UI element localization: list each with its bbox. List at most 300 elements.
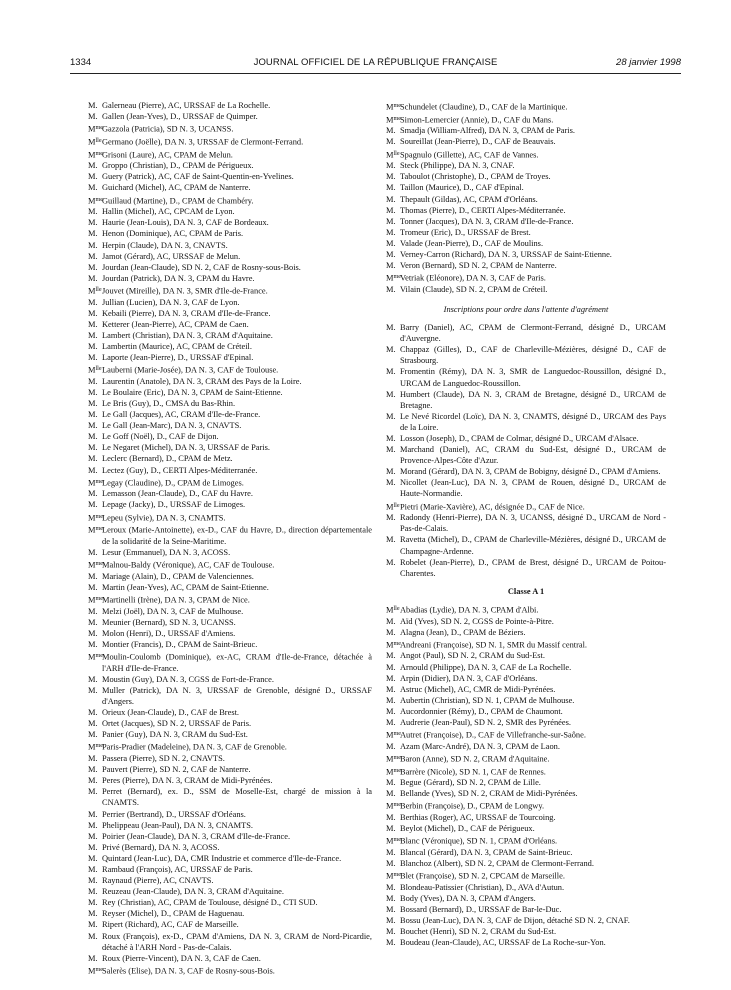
list-item	[88, 111, 372, 122]
entry-text: Ripert (Richard), AC, CAF de Marseille.	[102, 920, 239, 930]
entry-text: Veron (Bernard), SD N. 2, CPAM de Nanterre.	[400, 261, 557, 271]
list-item	[88, 297, 372, 308]
list-item	[88, 511, 372, 524]
list-item	[386, 148, 666, 161]
list-item	[386, 616, 666, 627]
entry-text: Meunier (Bernard), SD N. 3, UCANSS.	[102, 617, 236, 627]
entry-text: Lectez (Guy), D., CERTI Alpes-Méditerranée.	[102, 465, 258, 475]
civility-title: M.	[88, 865, 98, 874]
classe-list	[386, 603, 666, 949]
section-heading-inscriptions: Inscriptions pour ordre dans l'attente d'agrément	[443, 304, 609, 314]
list-item	[88, 273, 372, 284]
list-item	[88, 753, 372, 764]
civility-title: $M^{lle}$	[386, 149, 400, 160]
entry-text: Panier (Guy), DA N. 3, CRAM du Sud-Est.	[102, 730, 248, 740]
list-item	[386, 684, 666, 695]
civility-title: M.	[386, 616, 396, 626]
list-item	[386, 227, 666, 238]
civility-title: $M^{me}$	[88, 512, 104, 523]
entry-text: Arpin (Didier), DA N. 3, CAF d'Orléans.	[400, 673, 538, 683]
entry-text: Gazzola (Patricia), SD N. 3, UCANSS.	[102, 124, 234, 134]
entry-text: Rey (Christian), AC, CPAM de Toulouse, désigné D., CTI SUD.	[102, 898, 318, 908]
list-item	[88, 964, 372, 977]
entry-text: Jourdan (Patrick), DA N. 3, CPAM du Havre.	[102, 273, 255, 283]
civility-title: M.	[386, 741, 396, 751]
list-item	[88, 820, 372, 831]
right-column	[386, 100, 666, 948]
civility-title: $M^{me}$	[88, 124, 104, 134]
list-item	[88, 262, 372, 273]
civility-title: M.	[386, 718, 396, 728]
list-item	[88, 786, 372, 808]
list-item	[88, 547, 372, 558]
entry-text: Lepeu (Sylvie), DA N. 3, CNAMTS.	[102, 513, 226, 523]
list-item	[386, 389, 666, 411]
entry-text: Abadias (Lydie), DA N. 3, CPAM d'Albi.	[400, 605, 539, 615]
entry-text: Thomas (Pierre), D., CERTI Alpes-Méditerranée.	[400, 205, 566, 215]
list-item	[386, 216, 666, 227]
entry-text: Body (Yves), DA N. 3, CPAM d'Angers.	[400, 894, 536, 903]
entry-text: Aubertin (Christian), SD N. 1, CPAM de Mulhouse.	[400, 695, 575, 705]
list-item	[386, 926, 666, 937]
list-item	[386, 858, 666, 869]
civility-title: M.	[386, 445, 396, 455]
entry-text: Losson (Joseph), D., CPAM de Colmar, désigné D., URCAM d'Alsace.	[400, 434, 639, 443]
entry-text: Lauberni (Marie-Josée), DA N. 3, CAF de Toulouse.	[102, 365, 279, 375]
civility-title: M.	[88, 931, 98, 941]
civility-title: M.	[386, 172, 396, 182]
civility-title: $M^{lle}$	[386, 501, 400, 512]
list-item	[386, 741, 666, 752]
entry-text: Bossard (Bernard), D., URSSAF de Bar-le-Duc.	[400, 905, 562, 915]
list-item	[88, 409, 372, 420]
entry-text: Germano (Joëlle), DA N. 3, URSSAF de Clermont-Ferrand.	[102, 137, 304, 147]
entry-text: Lepage (Jacky), D., URSSAF de Limoges.	[102, 500, 246, 510]
list-item	[88, 729, 372, 740]
entry-text: Soureillat (Jean-Pierre), D., CAF de Beauvais.	[400, 137, 556, 147]
list-item	[386, 194, 666, 205]
entry-text: Lemasson (Jean-Claude), D., CAF du Havre.	[102, 489, 253, 499]
entry-text: Groppo (Christian), D., CPAM de Périgueux.	[102, 161, 254, 171]
civility-title: $M^{me}$	[386, 836, 402, 846]
list-item	[386, 904, 666, 915]
entry-text: Pietri (Marie-Xavière), AC, désignée D., CAF de Nice.	[400, 502, 585, 512]
civility-title: M.	[386, 261, 396, 271]
civility-title: M.	[386, 706, 396, 716]
list-item	[88, 284, 372, 297]
list-item	[88, 330, 372, 341]
civility-title: M.	[386, 882, 396, 892]
entry-text: Lesur (Emmanuel), DA N. 3, ACOSS.	[102, 548, 231, 557]
entry-text: Ketterer (Jean-Pierre), AC, CPAM de Caen.	[102, 319, 249, 329]
list-item	[88, 685, 372, 707]
civility-title: M.	[88, 218, 98, 228]
civility-title: $M^{me}$	[88, 560, 104, 570]
entry-text: Muller (Patrick), DA N. 3, URSSAF de Grenoble, désigné D., URSSAF d'Angers.	[102, 685, 372, 706]
entry-text: Arnould (Philippe), DA N. 3, CAF de La Rochelle.	[400, 662, 572, 672]
civility-title: M.	[386, 367, 396, 377]
entry-text: Laurentin (Anatole), DA N. 3, CRAM des Pays de la Loire.	[102, 376, 302, 386]
list-item	[386, 799, 666, 812]
list-item	[88, 122, 372, 135]
entry-text: Azam (Marc-André), DA N. 3, CPAM de Laon.	[400, 741, 560, 751]
list-item	[88, 831, 372, 842]
civility-title: M.	[386, 284, 396, 294]
civility-title: M.	[386, 824, 396, 834]
civility-title: $M^{me}$	[386, 273, 402, 283]
list-item	[386, 366, 666, 388]
list-item	[386, 249, 666, 260]
civility-title: M.	[88, 319, 98, 329]
list-item	[386, 937, 666, 948]
list-item	[88, 160, 372, 171]
page-header	[70, 57, 681, 71]
civility-title: M.	[88, 809, 98, 819]
civility-title: M.	[88, 617, 98, 627]
list-item	[386, 271, 666, 284]
list-item	[386, 171, 666, 182]
civility-title: M.	[386, 662, 396, 672]
left-column	[88, 100, 372, 977]
entry-text: Blanc (Véronique), SD N. 1, CPAM d'Orléans.	[400, 836, 558, 846]
civility-title: M.	[88, 719, 98, 729]
entry-text: Molon (Henri), D., URSSAF d'Amiens.	[102, 628, 236, 638]
civility-title: M.	[88, 229, 98, 239]
civility-title: M.	[88, 112, 98, 122]
civility-title: M.	[386, 813, 396, 823]
list-item	[88, 398, 372, 409]
list-item	[386, 695, 666, 706]
entry-text: Legay (Claudine), D., CPAM de Limoges.	[102, 478, 244, 488]
list-item	[386, 182, 666, 193]
civility-title: M.	[386, 513, 396, 523]
list-item	[88, 740, 372, 753]
civility-title: M.	[88, 876, 98, 886]
list-item	[386, 882, 666, 893]
list-item	[386, 662, 666, 673]
list-item	[88, 842, 372, 853]
list-item	[88, 100, 372, 111]
civility-title: $M^{me}$	[386, 730, 402, 740]
civility-title: M.	[88, 571, 98, 581]
civility-title: $M^{me}$	[386, 753, 402, 764]
list-item	[386, 627, 666, 638]
civility-title: $M^{me}$	[88, 594, 104, 605]
entry-text: Roux (Pierre-Vincent), DA N. 3, CAF de Caen.	[102, 953, 261, 963]
entry-text: Herpin (Claude), DA N. 3, CNAVTS.	[102, 240, 228, 250]
entry-text: Reuzeau (Jean-Claude), DA N. 3, CRAM d'Aquitaine.	[102, 887, 284, 897]
list-item	[386, 869, 666, 882]
list-item	[88, 897, 372, 908]
entry-text: Berthias (Roger), AC, URSSAF de Tourcoing.	[400, 813, 556, 823]
entry-text: Simon-Lemercier (Annie), D., CAF du Mans.	[400, 115, 554, 125]
civility-title: M.	[386, 216, 396, 226]
entry-text: Haurie (Jean-Louis), DA N. 3, CAF de Bordeaux.	[102, 218, 269, 228]
list-item	[88, 707, 372, 718]
list-item	[88, 476, 372, 489]
list-item	[88, 217, 372, 228]
list-item	[386, 125, 666, 136]
list-item	[88, 628, 372, 639]
list-item	[88, 488, 372, 499]
civility-title: M.	[88, 898, 98, 908]
entry-text: Poirier (Jean-Claude), DA N. 3, CRAM d'Ile-de-France.	[102, 831, 291, 841]
entry-text: Spagnulo (Gillette), AC, CAF de Vannes.	[400, 150, 539, 160]
entry-text: Bossu (Jean-Luc), DA N. 3, CAF de Dijon, détaché SD N. 2, CNAF.	[400, 916, 630, 926]
issue-date: 28 janvier 1998	[616, 57, 681, 68]
civility-title: M.	[88, 240, 98, 250]
entry-text: Smadja (William-Alfred), DA N. 3, CPAM de Paris.	[400, 126, 575, 136]
list-item	[88, 853, 372, 864]
entry-text: Leroux (Marie-Antoinette), ex-D., CAF du Havre, D., direction départementale de la solidarité de la Seine-Maritime.	[102, 525, 372, 546]
list-item	[386, 893, 666, 904]
entry-text: Guillaud (Martine), D., CPAM de Chambéry.	[102, 196, 254, 206]
civility-title: M.	[88, 330, 98, 340]
entry-text: Perret (Bernard), ex. D., SSM de Moselle-Est, chargé de mission à la CNAMTS.	[102, 787, 372, 808]
civility-title: M.	[386, 205, 396, 215]
list-item	[386, 823, 666, 834]
entry-text: Orieux (Jean-Claude), D., CAF de Brest.	[102, 708, 239, 718]
entry-text: Guery (Patrick), AC, CAF de Saint-Quentin-en-Yvelines.	[102, 172, 294, 182]
civility-title: $M^{lle}$	[88, 285, 102, 296]
entry-text: Aucordonnier (Rémy), D., CPAM de Chaumont.	[400, 706, 563, 716]
list-item	[386, 322, 666, 344]
civility-title: M.	[386, 238, 396, 248]
entry-text: Begue (Gérard), SD N. 2, CPAM de Lille.	[400, 778, 541, 788]
civility-title: M.	[88, 341, 98, 351]
civility-title: $M^{me}$	[88, 742, 104, 752]
list-item	[88, 908, 372, 919]
civility-title: $M^{me}$	[386, 871, 402, 881]
civility-title: M.	[88, 909, 98, 919]
entry-text: Tromeur (Eric), D., URSSAF de Brest.	[400, 227, 531, 237]
entry-text: Marchand (Daniel), AC, CRAM du Sud-Est, désigné D., URCAM de Provence-Alpes-Côte d'Azur.	[400, 445, 666, 466]
entry-text: Roux (François), ex-D., CPAM d'Amiens, DA N. 3, CRAM de Nord-Picardie, détaché à l'ARH Nord - Pas-de-Calais.	[102, 931, 372, 952]
list-item	[88, 171, 372, 182]
section-heading-classe: Classe A 1	[507, 586, 545, 596]
entry-text: Salerès (Elise), DA N. 3, CAF de Rosny-sous-Bois.	[102, 966, 275, 976]
entry-text: Montier (Francis), D., CPAM de Saint-Brieuc.	[102, 639, 258, 649]
list-item	[88, 420, 372, 431]
list-item	[386, 344, 666, 366]
civility-title: $M^{me}$	[386, 114, 402, 125]
list-item	[88, 606, 372, 617]
list-item	[386, 765, 666, 778]
entry-text: Melzi (Joël), DA N. 3, CAF de Mulhouse.	[102, 606, 244, 616]
civility-title: M.	[386, 126, 396, 136]
civility-title: M.	[88, 161, 98, 171]
entry-text: Alagna (Jean), D., CPAM de Béziers.	[400, 627, 526, 637]
civility-title: $M^{me}$	[88, 525, 104, 535]
list-item	[386, 834, 666, 847]
civility-title: M.	[88, 454, 98, 464]
list-item	[88, 182, 372, 193]
civility-title: M.	[88, 820, 98, 830]
list-item	[386, 433, 666, 444]
entry-text: Morand (Gérard), DA N. 3, CPAM de Bobigny, désigné D., CPAM d'Amiens.	[400, 467, 661, 477]
civility-title: M.	[88, 787, 98, 797]
list-item	[386, 136, 666, 147]
entry-text: Bouchet (Henri), SD N. 2, CRAM du Sud-Est.	[400, 927, 557, 937]
entry-text: Blanchoz (Albert), SD N. 2, CPAM de Clermont-Ferrand.	[400, 859, 594, 869]
list-item	[386, 788, 666, 799]
list-item	[386, 100, 666, 113]
civility-title: M.	[88, 606, 98, 616]
entry-text: Martin (Jean-Yves), AC, CPAM de Saint-Etienne.	[102, 582, 269, 592]
list-item	[88, 251, 372, 262]
list-item	[88, 206, 372, 217]
civility-title: M.	[386, 627, 396, 637]
civility-title: M.	[386, 467, 396, 477]
list-item	[386, 500, 666, 513]
entry-text: Boudeau (Jean-Claude), AC, URSSAF de La Roche-sur-Yon.	[400, 938, 606, 948]
list-item	[88, 341, 372, 352]
list-item	[386, 706, 666, 717]
list-item	[88, 674, 372, 685]
civility-title: M.	[88, 754, 98, 764]
list-item	[386, 638, 666, 651]
entry-text: Pauvert (Pierre), SD N. 2, CAF de Nanterre.	[102, 765, 251, 775]
entry-text: Angot (Paul), SD N. 2, CRAM du Sud-Est.	[400, 651, 545, 661]
civility-title: M.	[88, 183, 98, 193]
civility-title: M.	[386, 789, 396, 799]
entry-text: Steck (Philippe), DA N. 3, CNAF.	[400, 161, 515, 171]
right-column-list	[386, 100, 666, 295]
list-item	[386, 673, 666, 684]
civility-title: $M^{me}$	[88, 477, 104, 488]
entry-text: Barrère (Nicole), SD N. 1, CAF de Rennes.	[400, 767, 546, 777]
entry-text: Ravetta (Michel), D., CPAM de Charleville-Mézières, désigné D., URCAM de Champagne-Ardenne.	[400, 535, 666, 556]
civility-title: M.	[386, 673, 396, 683]
entry-text: Moulin-Coulomb (Dominique), ex-AC, CRAM d'Ile-de-France, détachée à l'ARH d'Ile-de-France.	[102, 652, 372, 673]
entry-text: Taboulot (Christophe), D., CPAM de Troyes.	[400, 172, 551, 182]
civility-title: $M^{me}$	[88, 149, 104, 160]
list-item	[88, 650, 372, 674]
civility-title: M.	[88, 421, 98, 431]
entry-text: Jamot (Gérard), AC, URSSAF de Melun.	[102, 251, 241, 261]
entry-text: Hallin (Michel), AC, CPCAM de Lyon.	[102, 207, 235, 217]
entry-text: Aïd (Yves), SD N. 2, CGSS de Pointe-à-Pitre.	[400, 616, 554, 626]
list-item	[88, 809, 372, 820]
civility-title: M.	[386, 848, 396, 858]
entry-text: Mariage (Alain), D., CPAM de Valenciennes.	[102, 571, 254, 581]
list-item	[386, 260, 666, 271]
civility-title: M.	[386, 161, 396, 171]
entry-text: Jullian (Lucien), DA N. 3, CAF de Lyon.	[102, 297, 240, 307]
list-item	[88, 775, 372, 786]
civility-title: $M^{me}$	[386, 102, 402, 112]
entry-text: Martinelli (Irène), DA N. 3, CPAM de Nice.	[102, 595, 250, 605]
entry-text: Nicollet (Jean-Luc), DA N. 3, CPAM de Rouen, désigné D., URCAM de Haute-Normandie.	[400, 478, 666, 499]
entry-text: Jouvet (Mireille), DA N. 3, SMR d'Ile-de-France.	[102, 286, 268, 296]
list-item	[386, 847, 666, 858]
civility-title: $M^{me}$	[88, 965, 104, 976]
header-rule	[70, 73, 681, 74]
civility-title: M.	[88, 685, 98, 695]
civility-title: M.	[88, 853, 98, 863]
civility-title: M.	[386, 557, 396, 567]
journal-title: JOURNAL OFFICIEL DE LA RÉPUBLIQUE FRANÇAISE	[253, 57, 498, 68]
list-item	[88, 135, 372, 148]
entry-text: Vetriak (Eléonore), DA N. 3, CAF de Paris.	[400, 273, 546, 283]
entry-text: Humbert (Claude), DA N. 3, CRAM de Bretagne, désigné D., URCAM de Bretagne.	[400, 389, 666, 410]
civility-title: M.	[386, 778, 396, 788]
entry-text: Guichard (Michel), AC, CPAM de Nanterre.	[102, 183, 251, 193]
civility-title: $M^{me}$	[88, 652, 104, 662]
list-item	[386, 717, 666, 728]
civility-title: M.	[386, 478, 396, 488]
list-item	[386, 466, 666, 477]
entry-text: Blet (Françoise), SD N. 2, CPCAM de Marseille.	[400, 871, 565, 881]
entry-text: Autret (Françoise), D., CAF de Villefranche-sur-Saône.	[400, 730, 586, 740]
list-item	[88, 875, 372, 886]
entry-text: Le Nevé Ricordel (Loïc), DA N. 3, CNAMTS, désigné D., URCAM des Pays de la Loire.	[400, 411, 666, 432]
list-item	[88, 523, 372, 547]
entry-text: Thepault (Gildas), AC, CPAM d'Orléans.	[400, 194, 538, 204]
entry-text: Verney-Carron (Richard), DA N. 3, URSSAF de Saint-Etienne.	[400, 250, 612, 259]
civility-title: M.	[88, 920, 98, 930]
entry-text: Raynaud (Pierre), AC, CNAVTS.	[102, 876, 214, 886]
entry-text: Le Gall (Jacques), AC, CRAM d'Ile-de-France.	[102, 410, 261, 420]
list-item	[386, 205, 666, 216]
page-number: 1334	[70, 57, 92, 68]
entry-text: Laporte (Jean-Pierre), D., URSSAF d'Epinal.	[102, 353, 254, 363]
list-item	[88, 864, 372, 875]
civility-title: M.	[88, 353, 98, 363]
entry-text: Jourdan (Jean-Claude), SD N. 2, CAF de Rosny-sous-Bois.	[102, 262, 301, 272]
entry-text: Taillon (Maurice), D., CAF d'Epinal.	[400, 183, 524, 193]
civility-title: M.	[386, 183, 396, 193]
entry-text: Leclerc (Bernard), D., CPAM de Metz.	[102, 454, 233, 464]
entry-text: Le Goff (Noël), D., CAF de Dijon.	[102, 432, 219, 442]
entry-text: Galerneau (Pierre), AC, URSSAF de La Rochelle.	[102, 101, 271, 110]
civility-title: M.	[88, 776, 98, 786]
entry-text: Valade (Jean-Pierre), D., CAF de Moulins.	[400, 238, 544, 248]
list-item	[88, 617, 372, 628]
list-item	[88, 919, 372, 930]
civility-title: M.	[88, 730, 98, 740]
list-item	[386, 728, 666, 741]
entry-text: Paris-Pradier (Madeleine), DA N. 3, CAF de Grenoble.	[102, 742, 287, 752]
civility-title: M.	[88, 639, 98, 649]
civility-title: M.	[88, 387, 98, 397]
list-item	[88, 194, 372, 207]
entry-text: Bellande (Yves), SD N. 2, CRAM de Midi-Pyrénées.	[400, 789, 578, 799]
civility-title: M.	[88, 101, 98, 110]
entry-text: Peres (Pierre), DA N. 3, CRAM de Midi-Pyrénées.	[102, 776, 273, 786]
civility-title: M.	[386, 137, 396, 147]
list-item	[386, 650, 666, 661]
civility-title: $M^{me}$	[386, 639, 402, 650]
entry-text: Le Negaret (Michel), DA N. 3, URSSAF de Paris.	[102, 443, 270, 453]
entry-text: Lambertin (Maurice), AC, CPAM de Créteil.	[102, 341, 252, 351]
list-item	[88, 228, 372, 239]
entry-text: Le Gall (Jean-Marc), DA N. 3, CNAVTS.	[102, 421, 242, 431]
list-item	[88, 499, 372, 510]
civility-title: M.	[88, 953, 98, 963]
civility-title: M.	[88, 548, 98, 557]
list-item	[386, 777, 666, 788]
entry-text: Blondeau-Patissier (Christian), D., AVA d'Autun.	[400, 882, 565, 892]
civility-title: M.	[88, 708, 98, 718]
civility-title: M.	[88, 500, 98, 510]
civility-title: M.	[386, 323, 396, 333]
list-item	[386, 752, 666, 765]
civility-title: M.	[386, 194, 396, 204]
civility-title: $M^{lle}$	[88, 136, 102, 147]
civility-title: M.	[88, 273, 98, 283]
list-item	[386, 284, 666, 295]
